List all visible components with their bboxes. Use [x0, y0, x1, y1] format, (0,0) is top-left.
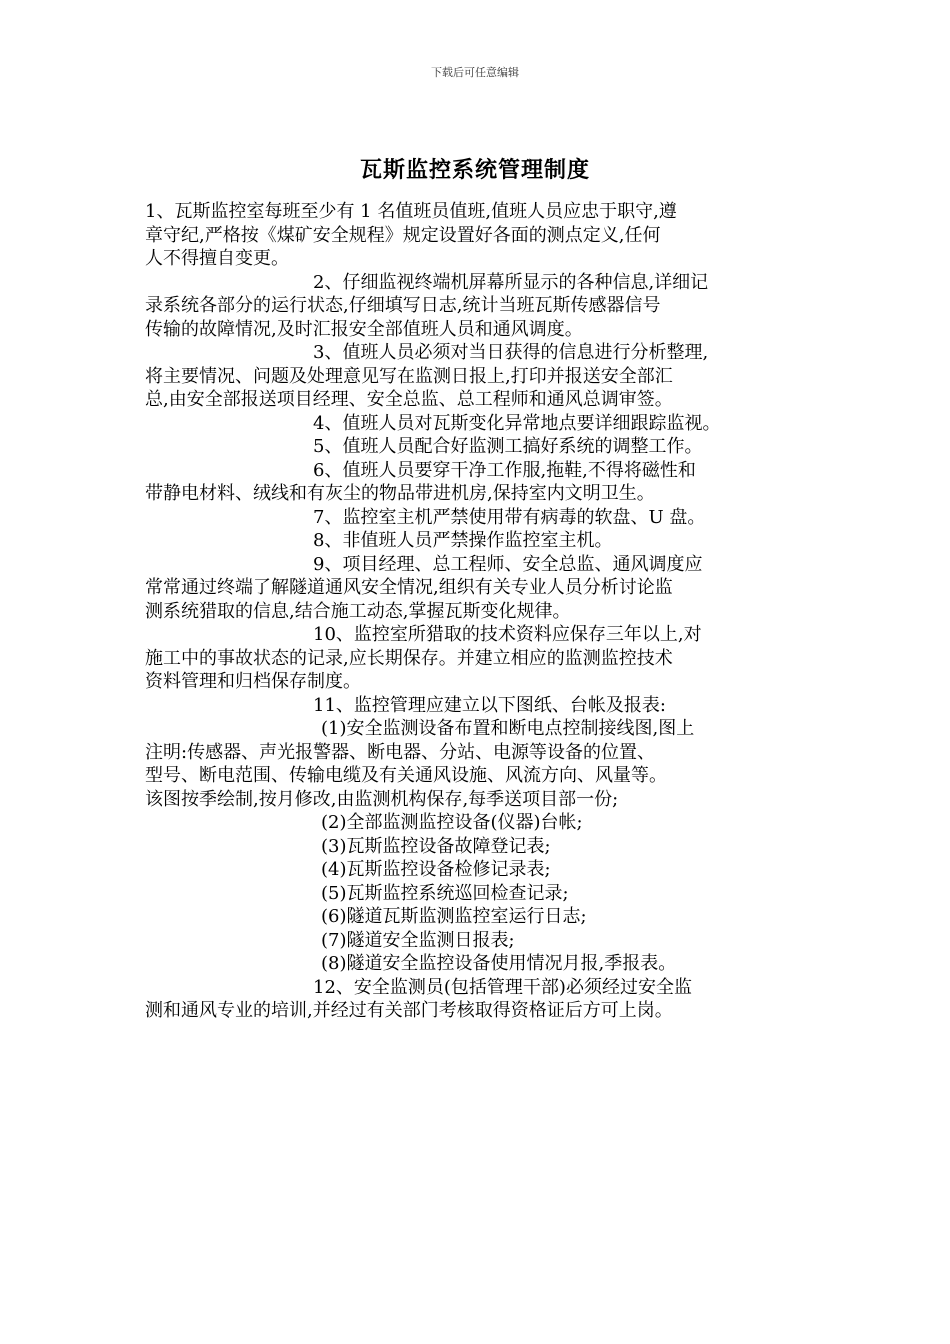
paragraph-line: 测和通风专业的培训,并经过有关部门考核取得资格证后方可上岗。 — [145, 1000, 673, 1021]
paragraph-line: 12、安全监测员(包括管理干部)必须经过安全监 — [313, 976, 692, 998]
paragraph-line: 录系统各部分的运行状态,仔细填写日志,统计当班瓦斯传感器信号 — [145, 295, 661, 316]
paragraph-line: 6、值班人员要穿干净工作服,拖鞋,不得将磁性和 — [313, 459, 696, 481]
list-item-line: (1)安全监测设备布置和断电点控制接线图,图上 — [321, 718, 695, 739]
paragraph-line: 资料管理和归档保存制度。 — [145, 671, 361, 692]
paragraph-line: 4、值班人员对瓦斯变化异常地点要详细跟踪监视。 — [313, 412, 721, 434]
paragraph-line: 1、瓦斯监控室每班至少有 1 名值班员值班,值班人员应忠于职守,遵 — [145, 201, 677, 222]
list-item-line: (2)全部监测监控设备(仪器)台帐; — [321, 812, 583, 833]
list-item-line: (6)隧道瓦斯监测监控室运行日志; — [321, 906, 587, 927]
list-item-line: (7)隧道安全监测日报表; — [321, 929, 515, 951]
paragraph-line: 11、监控管理应建立以下图纸、台帐及报表: — [313, 694, 666, 716]
paragraph-line: 3、值班人员必须对当日获得的信息进行分析整理, — [313, 342, 709, 363]
paragraph-line: 8、非值班人员严禁操作监控室主机。 — [313, 530, 613, 551]
paragraph-line: 9、项目经理、总工程师、安全总监、通风调度应 — [313, 553, 703, 575]
paragraph-line: 2、仔细监视终端机屏幕所显示的各种信息,详细记 — [313, 271, 709, 293]
document-body — [145, 200, 811, 1023]
paragraph-line: 5、值班人员配合好监测工搞好系统的调整工作。 — [313, 436, 703, 457]
paragraph-line: 带静电材料、绒线和有灰尘的物品带进机房,保持室内文明卫生。 — [145, 483, 655, 504]
list-item-line: (4)瓦斯监控设备检修记录表; — [321, 859, 551, 880]
document-title: 瓦斯监控系统管理制度 — [359, 157, 590, 183]
list-item-line: (8)隧道安全监控设备使用情况月报,季报表。 — [321, 953, 677, 974]
paragraph-line: 章守纪,严格按《煤矿安全规程》规定设置好各面的测点定义,任何 — [145, 224, 661, 246]
paragraph-line: 施工中的事故状态的记录,应长期保存。并建立相应的监测监控技术 — [145, 647, 673, 669]
page-header-note: 下载后可任意编辑 — [431, 66, 519, 79]
paragraph-line: 10、监控室所猎取的技术资料应保存三年以上,对 — [313, 624, 702, 645]
paragraph-line: 7、监控室主机严禁使用带有病毒的软盘、U 盘。 — [313, 506, 706, 528]
paragraph-line: 型号、断电范围、传输电缆及有关通风设施、风流方向、风量等。 — [145, 765, 667, 786]
paragraph-line: 传输的故障情况,及时汇报安全部值班人员和通风调度。 — [145, 318, 583, 340]
paragraph-line: 注明:传感器、声光报警器、断电器、分站、电源等设备的位置、 — [145, 741, 656, 763]
paragraph-line: 总,由安全部报送项目经理、安全总监、总工程师和通风总调审签。 — [145, 389, 673, 410]
paragraph-line: 常常通过终端了解隧道通风安全情况,组织有关专业人员分析讨论监 — [145, 577, 673, 598]
paragraph-line: 测系统猎取的信息,结合施工动态,掌握瓦斯变化规律。 — [145, 600, 571, 622]
paragraph-line: 将主要情况、问题及处理意见写在监测日报上,打印并报送安全部汇 — [145, 365, 673, 387]
list-item-line: (3)瓦斯监控设备故障登记表; — [321, 835, 551, 857]
list-item-line: (5)瓦斯监控系统巡回检查记录; — [321, 882, 569, 904]
paragraph-line: 人不得擅自变更。 — [145, 248, 289, 269]
paragraph-line: 该图按季绘制,按月修改,由监测机构保存,每季送项目部一份; — [145, 788, 619, 810]
